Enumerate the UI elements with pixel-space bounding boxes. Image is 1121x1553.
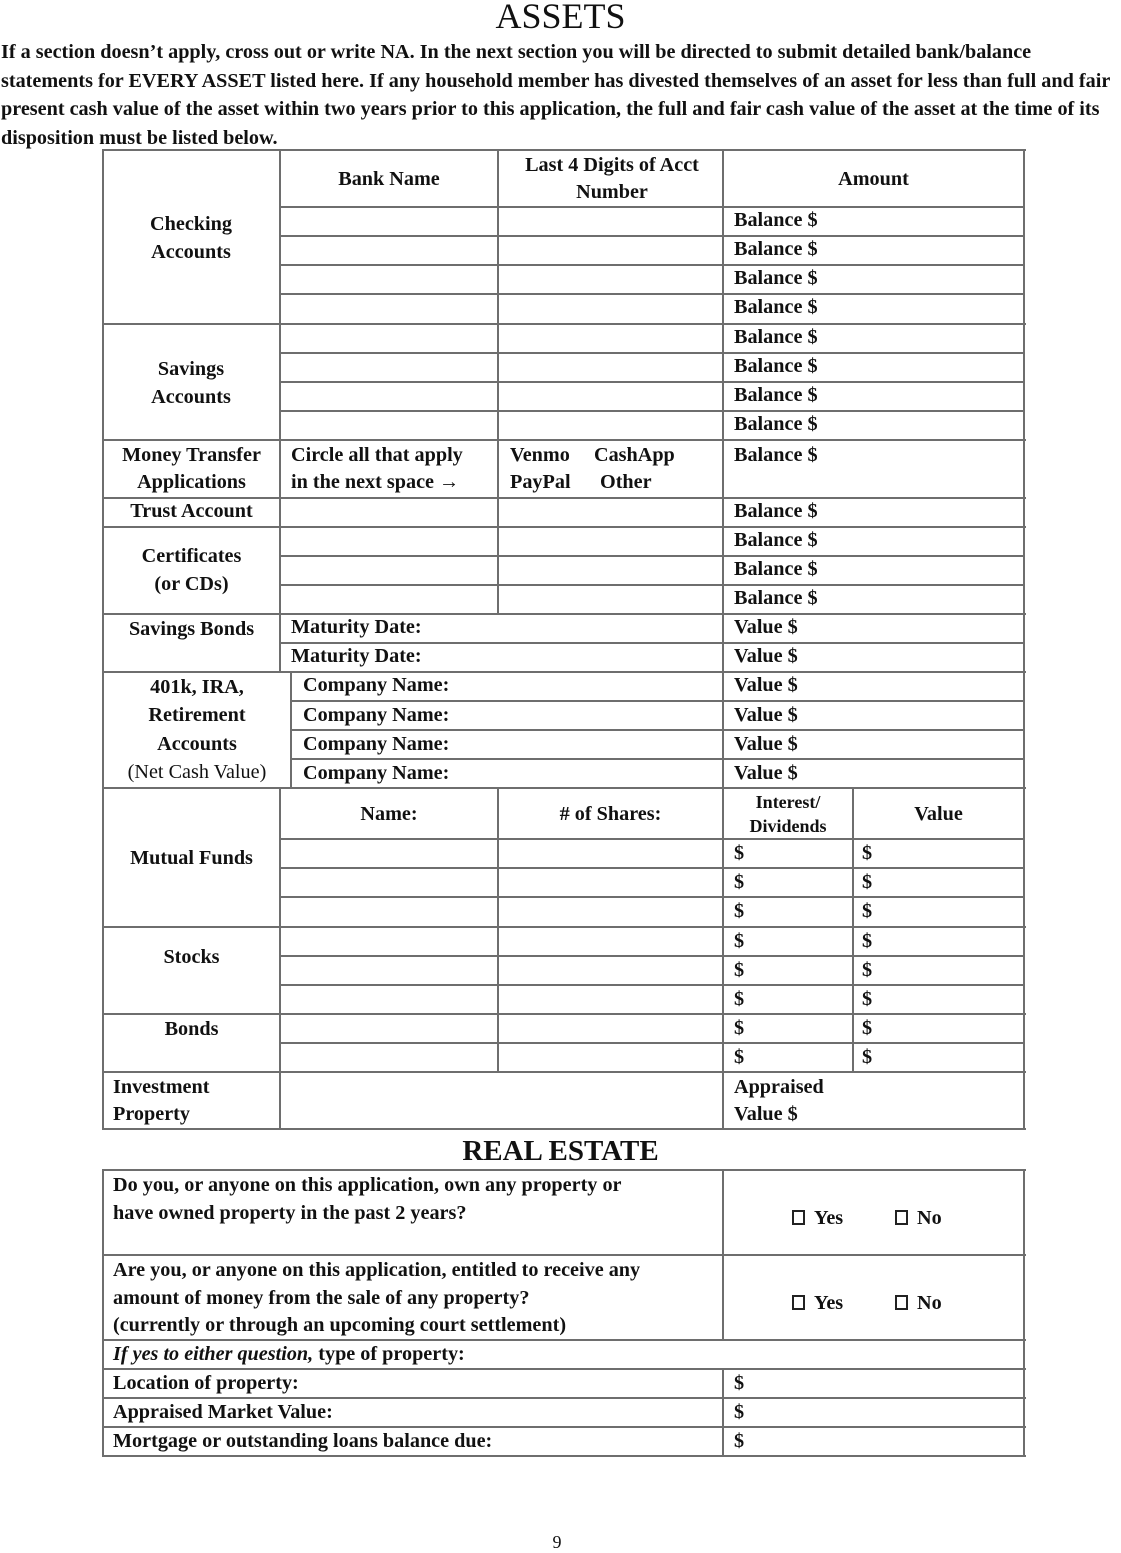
mutual-fund-interest-input[interactable]	[750, 869, 852, 896]
company-name-input[interactable]	[468, 702, 722, 729]
category-money-transfer-line2: Applications	[137, 471, 246, 493]
row-line	[102, 787, 1026, 789]
cd-last4-input[interactable]	[499, 528, 722, 555]
savings-last4-input[interactable]	[499, 354, 722, 381]
header-amount: Amount	[838, 168, 909, 190]
q1-yes-option[interactable]	[792, 1205, 843, 1232]
value-dollar-label: $	[862, 988, 873, 1010]
category-retirement-line1: 401k, IRA,	[150, 676, 244, 698]
checking-balance-input[interactable]	[830, 237, 1023, 264]
checking-last4-input[interactable]	[499, 237, 722, 264]
re-border-bottom	[102, 1455, 1026, 1457]
appraised-label-line1: Appraised	[734, 1076, 824, 1098]
maturity-date-input[interactable]	[440, 644, 722, 671]
bond-name-input[interactable]	[281, 1015, 497, 1042]
maturity-date-label: Maturity Date:	[291, 645, 422, 667]
checking-last4-input[interactable]	[499, 295, 722, 323]
real-estate-title: REAL ESTATE	[462, 1135, 659, 1167]
category-bonds: Bonds	[164, 1018, 219, 1040]
balance-label: Balance $	[734, 296, 818, 318]
retirement-value-input[interactable]	[815, 673, 1023, 700]
no-label: No	[917, 1292, 942, 1314]
value-label: Value $	[734, 674, 798, 696]
company-name-label: Company Name:	[303, 762, 450, 784]
maturity-date-label: Maturity Date:	[291, 616, 422, 638]
mutual-fund-value-input[interactable]	[878, 898, 1023, 926]
savings-balance-input[interactable]	[830, 383, 1023, 410]
category-retirement-line2: Retirement	[148, 704, 246, 726]
property-type-input[interactable]	[510, 1341, 1023, 1368]
savings-balance-input[interactable]	[830, 325, 1023, 352]
cd-last4-input[interactable]	[499, 557, 722, 584]
checkbox-icon[interactable]	[895, 1210, 908, 1225]
balance-label: Balance $	[734, 587, 818, 609]
table-border-top	[102, 149, 1026, 151]
intro-instructions: If a section doesn’t apply, cross out or write NA. In the next section you will be directed to submit detailed bank/balance statements for EVERY ASSET listed here. If any household member has divested themselves of an asset for less than full and fair present cash value of the asset within two years prior to this application, the full and fair cash value of the asset at the time of its disposition must be listed below.	[1, 41, 1110, 149]
interest-dollar-label: $	[734, 900, 745, 922]
re-col-line	[722, 1169, 724, 1341]
stock-shares-input[interactable]	[499, 986, 722, 1013]
mutual-fund-shares-input[interactable]	[499, 840, 722, 867]
header-security-name: Name:	[360, 803, 418, 825]
checkbox-icon[interactable]	[792, 1295, 805, 1310]
interest-dollar-label: $	[734, 930, 745, 952]
q2-no-option[interactable]	[895, 1290, 942, 1317]
company-name-label: Company Name:	[303, 733, 450, 755]
money-transfer-balance-input[interactable]	[830, 441, 1023, 497]
interest-dollar-label: $	[734, 1017, 745, 1039]
appraised-market-value-label: Appraised Market Value:	[113, 1401, 333, 1423]
stock-shares-input[interactable]	[499, 957, 722, 984]
mutual-fund-shares-input[interactable]	[499, 869, 722, 896]
cd-balance-input[interactable]	[830, 528, 1023, 555]
balance-label: Balance $	[734, 209, 818, 231]
category-checking: Checking Accounts	[150, 213, 232, 263]
value-dollar-label: $	[862, 930, 873, 952]
question-own-property-line1: Do you, or anyone on this application, own any property or	[113, 1174, 622, 1196]
savings-bank-name-input[interactable]	[281, 383, 497, 410]
checkbox-icon[interactable]	[895, 1295, 908, 1310]
mortgage-balance-input[interactable]	[752, 1428, 1023, 1455]
company-name-input[interactable]	[468, 760, 722, 787]
col-line-amount	[722, 149, 724, 1130]
interest-dollar-label: $	[734, 959, 745, 981]
cd-bank-name-input[interactable]	[281, 557, 497, 584]
mutual-fund-value-input[interactable]	[878, 840, 1023, 867]
re-border-left	[102, 1169, 104, 1457]
balance-label: Balance $	[734, 355, 818, 377]
q1-no-option[interactable]	[895, 1205, 942, 1232]
location-amount-input[interactable]	[752, 1370, 1023, 1397]
header-last4: Last 4 Digits of Acct Number	[525, 154, 699, 203]
savings-last4-input[interactable]	[499, 383, 722, 410]
mutual-fund-interest-input[interactable]	[750, 840, 852, 867]
savings-bank-name-input[interactable]	[281, 325, 497, 352]
category-money-transfer-line1: Money Transfer	[122, 444, 261, 466]
mortgage-balance-label: Mortgage or outstanding loans balance due:	[113, 1430, 493, 1452]
stock-name-input[interactable]	[281, 957, 497, 984]
investment-property-description-input[interactable]	[281, 1073, 722, 1128]
maturity-date-input[interactable]	[440, 615, 722, 642]
bond-interest-input[interactable]	[750, 1044, 852, 1071]
interest-dollar-label: $	[734, 1046, 745, 1068]
retirement-value-input[interactable]	[815, 760, 1023, 787]
savings-bank-name-input[interactable]	[281, 354, 497, 381]
balance-label: Balance $	[734, 500, 818, 522]
cd-bank-name-input[interactable]	[281, 586, 497, 613]
checking-bank-name-input[interactable]	[281, 208, 497, 235]
checking-last4-input[interactable]	[499, 266, 722, 293]
value-dollar-label: $	[862, 900, 873, 922]
bond-shares-input[interactable]	[499, 1044, 722, 1071]
interest-dollar-label: $	[734, 871, 745, 893]
checking-balance-input[interactable]	[830, 266, 1023, 293]
trust-bank-name-input[interactable]	[281, 499, 497, 526]
company-name-label: Company Name:	[303, 704, 450, 726]
stock-shares-input[interactable]	[499, 928, 722, 955]
mutual-fund-name-input[interactable]	[281, 869, 497, 896]
value-dollar-label: $	[862, 1017, 873, 1039]
value-label: Value $	[734, 762, 798, 784]
property-type-label	[113, 1341, 465, 1368]
header-value: Value	[914, 803, 963, 825]
balance-label: Balance $	[734, 558, 818, 580]
investment-property-value-input[interactable]	[815, 1100, 1023, 1128]
property-type-prefix: If yes to either question,	[113, 1343, 314, 1365]
category-certificates-line1: Certificates	[141, 545, 242, 567]
question-sale-proceeds-line2: amount of money from the sale of any property?	[113, 1287, 530, 1309]
option-venmo[interactable]: Venmo	[510, 444, 570, 466]
location-input[interactable]	[330, 1370, 722, 1397]
balance-label: Balance $	[734, 326, 818, 348]
question-own-property-line2: have owned property in the past 2 years?	[113, 1202, 467, 1224]
balance-label: Balance $	[734, 267, 818, 289]
category-mutual-funds: Mutual Funds	[130, 847, 253, 869]
yes-label: Yes	[814, 1207, 844, 1229]
mutual-fund-name-input[interactable]	[281, 840, 497, 867]
balance-label: Balance $	[734, 413, 818, 435]
savings-bond-value-input[interactable]	[815, 644, 1023, 671]
table-border-bottom	[102, 1128, 1026, 1130]
money-transfer-instruction-line1: Circle all that apply	[291, 444, 463, 466]
stock-value-input[interactable]	[878, 986, 1023, 1013]
checking-bank-name-input[interactable]	[281, 295, 497, 323]
category-retirement-line4: (Net Cash Value)	[127, 761, 267, 783]
question-sale-proceeds-line3: (currently or through an upcoming court settlement)	[113, 1314, 567, 1336]
balance-label: Balance $	[734, 529, 818, 551]
re-border-right	[1023, 1169, 1025, 1457]
category-stocks: Stocks	[163, 946, 220, 968]
interest-dollar-label: $	[734, 988, 745, 1010]
header-bank-name: Bank Name	[338, 168, 440, 190]
re-border-top	[102, 1169, 1026, 1171]
col-line-interest	[852, 787, 854, 1072]
money-transfer-instruction-line2: in the next space →	[291, 471, 460, 493]
page-title: ASSETS	[495, 0, 626, 36]
value-dollar-label: $	[862, 842, 873, 864]
no-label: No	[917, 1207, 942, 1229]
header-shares: # of Shares:	[559, 803, 662, 825]
question-sale-proceeds-line1: Are you, or anyone on this application, entitled to receive any	[113, 1259, 641, 1281]
category-investment-property-line2: Property	[113, 1103, 190, 1125]
stock-interest-input[interactable]	[750, 928, 852, 955]
value-dollar-label: $	[862, 871, 873, 893]
location-label: Location of property:	[113, 1372, 299, 1394]
cd-last4-input[interactable]	[499, 586, 722, 613]
bond-value-input[interactable]	[878, 1044, 1023, 1071]
mutual-fund-shares-input[interactable]	[499, 898, 722, 926]
q2-yes-option[interactable]	[792, 1290, 843, 1317]
category-retirement-line3: Accounts	[157, 733, 237, 755]
retirement-value-input[interactable]	[815, 731, 1023, 758]
category-certificates-line2: (or CDs)	[154, 573, 229, 595]
value-label: Value $	[734, 616, 798, 638]
checking-bank-name-input[interactable]	[281, 266, 497, 293]
re-col-line-lower	[722, 1368, 724, 1457]
savings-bank-name-input[interactable]	[281, 412, 497, 439]
savings-last4-input[interactable]	[499, 325, 722, 352]
balance-label: Balance $	[734, 238, 818, 260]
checking-bank-name-input[interactable]	[281, 237, 497, 264]
re-row-line	[102, 1254, 1026, 1256]
mutual-fund-name-input[interactable]	[281, 898, 497, 926]
bond-value-input[interactable]	[878, 1015, 1023, 1042]
category-investment-property-line1: Investment	[113, 1076, 210, 1098]
cd-balance-input[interactable]	[830, 586, 1023, 613]
company-name-input[interactable]	[468, 673, 722, 700]
company-name-input[interactable]	[468, 731, 722, 758]
bond-name-input[interactable]	[281, 1044, 497, 1071]
checking-balance-input[interactable]	[830, 208, 1023, 235]
appraised-market-value-input[interactable]	[752, 1399, 1023, 1426]
bond-shares-input[interactable]	[499, 1015, 722, 1042]
savings-balance-input[interactable]	[830, 412, 1023, 439]
mortgage-dollar-label: $	[734, 1430, 745, 1452]
stock-interest-input[interactable]	[750, 957, 852, 984]
option-cashapp[interactable]: CashApp	[594, 444, 675, 466]
mutual-fund-value-input[interactable]	[878, 869, 1023, 896]
trust-balance-input[interactable]	[830, 499, 1023, 526]
value-dollar-label: $	[862, 1046, 873, 1068]
header-interest-line1: Interest/	[755, 792, 821, 812]
cd-balance-input[interactable]	[830, 557, 1023, 584]
checking-last4-input[interactable]	[499, 208, 722, 235]
company-name-label: Company Name:	[303, 674, 450, 696]
category-trust-account: Trust Account	[130, 500, 253, 522]
option-other[interactable]: Other	[600, 471, 652, 493]
cd-bank-name-input[interactable]	[281, 528, 497, 555]
stock-value-input[interactable]	[878, 928, 1023, 955]
appraised-dollar-label: $	[734, 1401, 745, 1423]
stock-name-input[interactable]	[281, 986, 497, 1013]
table-border-right	[1023, 149, 1025, 1130]
category-savings: Savings Accounts	[151, 358, 231, 408]
stock-interest-input[interactable]	[750, 986, 852, 1013]
yes-label: Yes	[814, 1292, 844, 1314]
value-label: Value $	[734, 704, 798, 726]
value-label: Value $	[734, 733, 798, 755]
value-label: Value $	[734, 645, 798, 667]
savings-last4-input[interactable]	[499, 412, 722, 439]
balance-label: Balance $	[734, 444, 818, 466]
bond-interest-input[interactable]	[750, 1015, 852, 1042]
page-number: 9	[552, 1532, 562, 1552]
retirement-value-input[interactable]	[815, 702, 1023, 729]
checking-balance-input[interactable]	[830, 295, 1023, 323]
checkbox-icon[interactable]	[792, 1210, 805, 1225]
option-paypal[interactable]: PayPal	[510, 471, 571, 493]
location-dollar-label: $	[734, 1372, 745, 1394]
savings-balance-input[interactable]	[830, 354, 1023, 381]
interest-dollar-label: $	[734, 842, 745, 864]
trust-last4-input[interactable]	[499, 499, 722, 526]
stock-value-input[interactable]	[878, 957, 1023, 984]
property-type-text: type of property:	[313, 1343, 465, 1365]
savings-bond-value-input[interactable]	[815, 615, 1023, 642]
value-dollar-label: $	[862, 959, 873, 981]
category-savings-bonds: Savings Bonds	[128, 618, 255, 640]
balance-label: Balance $	[734, 384, 818, 406]
appraised-label-line2: Value $	[734, 1103, 798, 1125]
mutual-fund-interest-input[interactable]	[750, 898, 852, 926]
stock-name-input[interactable]	[281, 928, 497, 955]
header-interest-line2: Dividends	[749, 816, 827, 836]
